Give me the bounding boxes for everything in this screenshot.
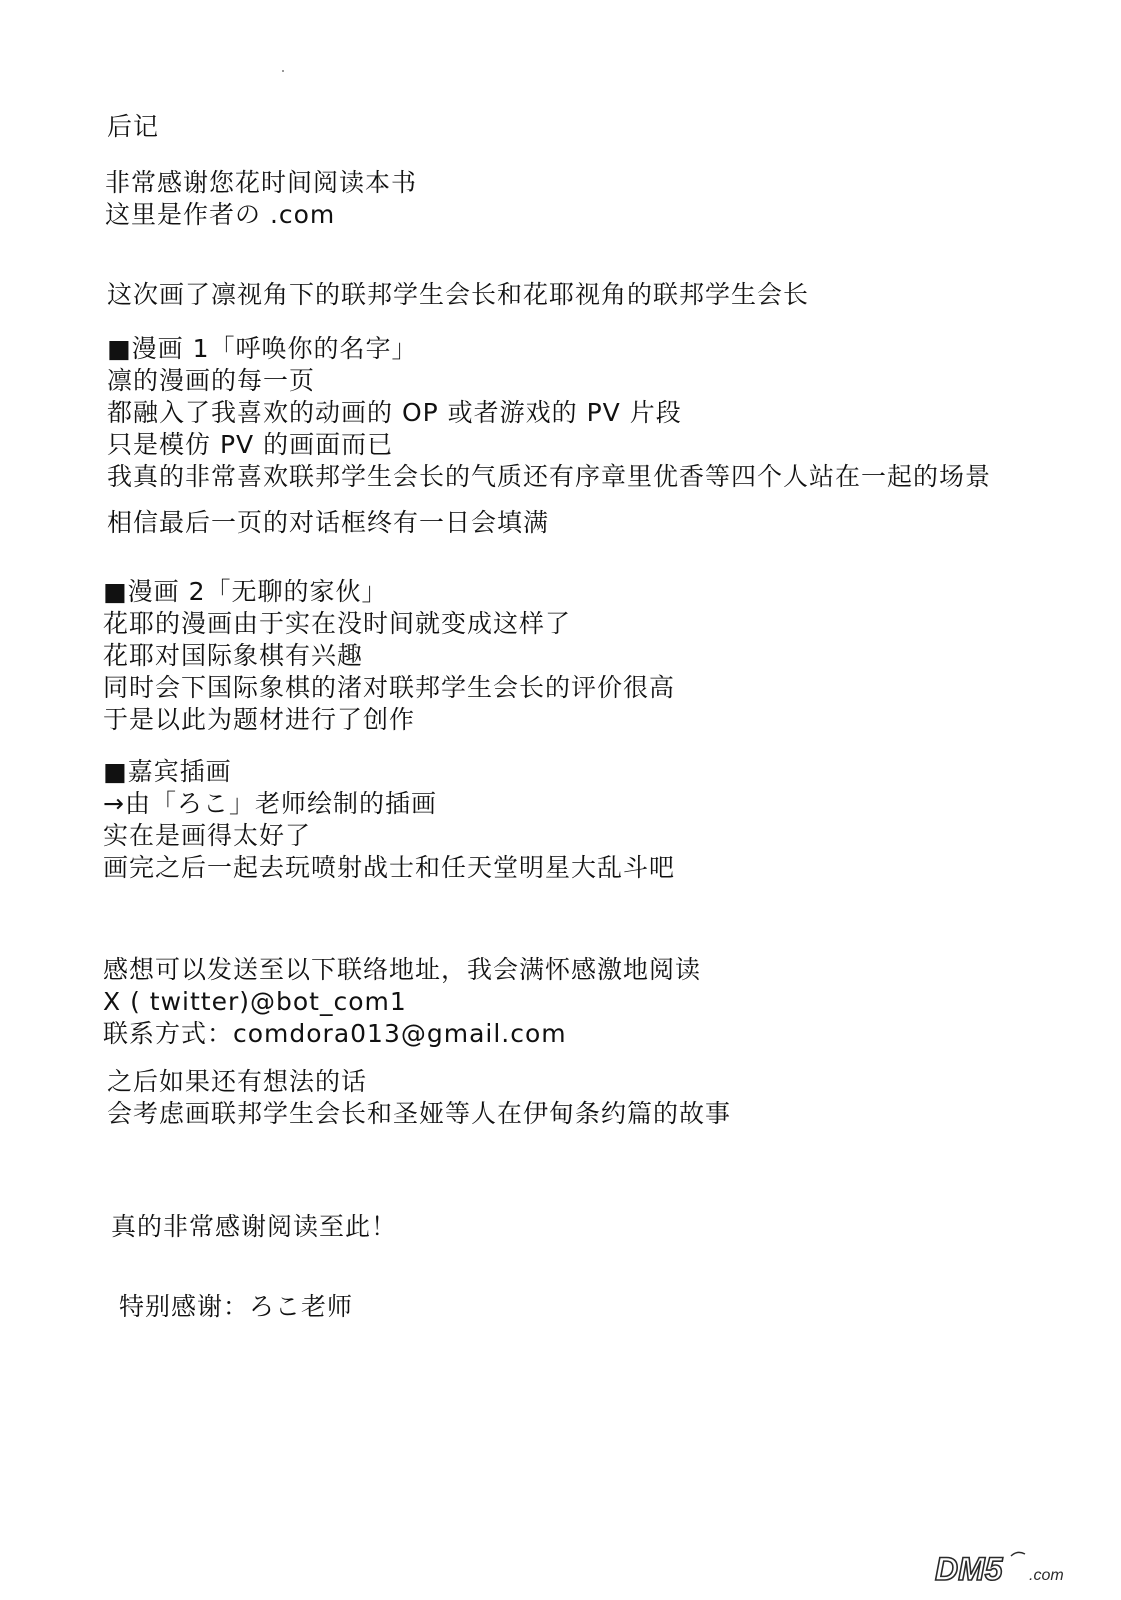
special-thanks-line: 特别感谢：ろこ老师	[119, 1292, 354, 1321]
future-line-1: 之后如果还有想法的话	[107, 1067, 368, 1096]
manga1-heading: ■漫画 1「呼唤你的名字」	[107, 334, 418, 363]
guest-line-1: →由「ろこ」老师绘制的插画	[103, 789, 437, 818]
manga2-heading: ■漫画 2「无聊的家伙」	[103, 577, 388, 606]
contact-twitter: X ( twitter)@bot_com1	[103, 987, 407, 1016]
guest-line-3: 画完之后一起去玩喷射战士和任天堂明星大乱斗吧	[103, 853, 676, 882]
thanks-line-1: 非常感谢您花时间阅读本书	[105, 168, 418, 197]
manga1-line-2: 都融入了我喜欢的动画的 OP 或者游戏的 PV 片段	[107, 398, 682, 427]
future-line-2: 会考虑画联邦学生会长和圣娅等人在伊甸条约篇的故事	[107, 1099, 732, 1128]
manga2-line-2: 花耶对国际象棋有兴趣	[103, 641, 364, 670]
manga1-line-4: 我真的非常喜欢联邦学生会长的气质还有序章里优香等四个人站在一起的场景	[107, 462, 992, 491]
dm5-watermark-logo	[933, 1550, 1083, 1586]
closing-line: 真的非常感谢阅读至此！	[111, 1212, 398, 1241]
manga2-line-4: 于是以此为题材进行了创作	[103, 705, 416, 734]
afterword-title: 后记	[107, 112, 160, 141]
manga1-line-3: 只是模仿 PV 的画面而已	[107, 430, 394, 459]
manga2-line-3: 同时会下国际象棋的渚对联邦学生会长的评价很高	[103, 673, 676, 702]
manga2-line-1: 花耶的漫画由于实在没时间就变成这样了	[103, 609, 572, 638]
scan-speck	[282, 70, 284, 72]
manga1-line-5: 相信最后一页的对话框终有一日会填满	[107, 508, 550, 537]
manga1-line-1: 凛的漫画的每一页	[107, 366, 316, 395]
intro-line: 这次画了凛视角下的联邦学生会长和花耶视角的联邦学生会长	[107, 280, 810, 309]
contact-email: 联系方式：comdora013@gmail.com	[103, 1019, 567, 1048]
guest-line-2: 实在是画得太好了	[103, 821, 312, 850]
thanks-line-2: 这里是作者の .com	[105, 200, 336, 229]
watermark-suffix: .com	[1029, 1567, 1064, 1584]
watermark-text: DM5	[935, 1551, 1003, 1586]
watermark-swoosh-icon	[1011, 1552, 1025, 1556]
guest-heading: ■嘉宾插画	[103, 757, 232, 786]
contact-line-1: 感想可以发送至以下联络地址，我会满怀感激地阅读	[103, 955, 702, 984]
dm5-logo-graphic	[933, 1550, 1083, 1586]
